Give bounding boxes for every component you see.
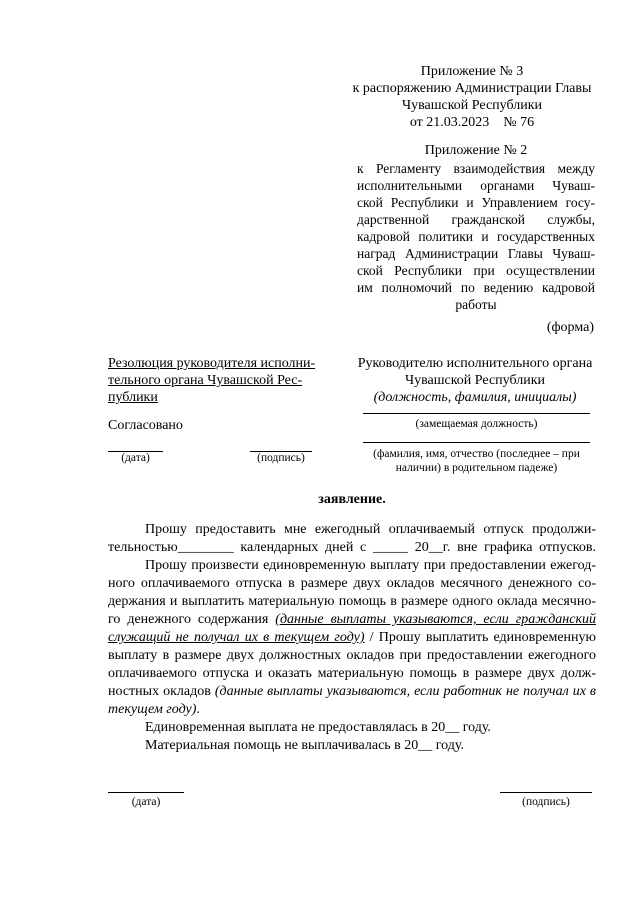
body-text: го денежного содержания	[108, 612, 276, 627]
resolution-date-caption: (дата)	[121, 452, 150, 464]
regulation-line: наград Администрации Главы Чуваш-	[357, 246, 595, 261]
body-line	[108, 684, 596, 700]
appendix3-line2: к распоряжению Администрации Главы	[352, 81, 592, 96]
appendix3-header	[352, 63, 592, 131]
regulation-line: кадровой политики и государственных	[357, 229, 595, 244]
body-text: ностных окладов	[108, 684, 215, 699]
footer-signature-line	[500, 792, 592, 793]
regulation-line: исполнительными органами Чуваш-	[357, 178, 595, 193]
footer-date-caption: (дата)	[131, 796, 161, 808]
footer-date-line	[108, 792, 184, 793]
addressee-line2: Чувашской Республики	[404, 373, 546, 388]
body-line: оплачиваемого отпуска и оказать материальную помощь в размере двух долж-	[108, 666, 596, 681]
form-label: (форма)	[546, 320, 594, 335]
body-line: держания и выплатить материальную помощь в размере одного оклада месячно-	[108, 594, 596, 609]
agreed-label: Согласовано	[108, 418, 183, 433]
appendix3-title: Приложение № 3	[420, 64, 524, 79]
body-line: тельностью________ календарных дней с _____ 20__г. вне графика отпусков.	[108, 540, 596, 555]
footer-signature-caption: (подпись)	[522, 796, 570, 808]
appendix3-line3: Чувашской Республики	[401, 98, 543, 113]
body-line: Единовременная выплата не предоставлялась в 20__ году.	[145, 720, 491, 735]
body-line	[108, 612, 596, 628]
body-line	[108, 702, 596, 718]
statement-title: заявление.	[318, 492, 386, 507]
body-line: Прошу предоставить мне ежегодный оплачиваемый отпуск продолжи-	[145, 522, 596, 537]
regulation-line: ской Республики и Управлением госу-	[357, 195, 595, 210]
name-caption	[355, 447, 598, 475]
resolution-line: тельного органа Чувашской Рес-	[108, 373, 303, 388]
appendix3-date-number: от 21.03.2023 № 76	[409, 115, 535, 130]
addressee-position-line	[363, 413, 590, 414]
name-caption-line1: (фамилия, имя, отчество (последнее – при	[373, 448, 580, 460]
regulation-line: ской Республики при осуществлении	[357, 263, 595, 278]
resolution-signature-caption: (подпись)	[257, 452, 305, 464]
body-line	[108, 630, 596, 646]
regulation-line: им полномочий по ведению кадровой	[357, 280, 595, 295]
body-text: .	[196, 702, 200, 717]
regulation-line: к Регламенту взаимодействия между	[357, 161, 595, 176]
addressee-line3: (должность, фамилия, инициалы)	[373, 390, 577, 405]
body-line: выплату в размере двух должностных окладов при предоставлении ежегодного	[108, 648, 596, 663]
position-caption: (замещаемая должность)	[415, 418, 538, 430]
regulation-line: дарственной гражданской службы,	[357, 212, 595, 227]
appendix2-title: Приложение № 2	[424, 143, 528, 158]
resolution-block	[108, 355, 323, 406]
name-caption-line2: наличии) в родительном падеже)	[395, 462, 558, 474]
body-line: ного оплачиваемого отпуска в размере двух окладов месячного денежного со-	[108, 576, 596, 591]
resolution-line: Резолюция руководителя исполни-	[108, 356, 316, 371]
addressee-line1: Руководителю исполнительного органа	[357, 356, 593, 371]
addressee-name-line	[363, 442, 590, 443]
body-line: Материальная помощь не выплачивалась в 20__ году.	[145, 738, 464, 753]
appendix2-regulation-text	[357, 160, 595, 313]
body-text: / Прошу выплатить единовременную	[364, 630, 597, 645]
body-italic-note: (данные выплаты указываются, если гражданский	[275, 612, 597, 627]
body-italic-note: текущем году)	[108, 702, 197, 717]
regulation-line: работы	[455, 297, 497, 312]
body-line: Прошу произвести единовременную выплату при предоставлении ежегод-	[145, 558, 596, 573]
body-italic-note: (данные выплаты указываются, если работник не получал их в	[214, 684, 597, 699]
addressee-block	[352, 355, 598, 406]
resolution-line: публики	[108, 390, 158, 405]
body-italic-note: служащий не получал их в текущем году)	[108, 630, 365, 645]
